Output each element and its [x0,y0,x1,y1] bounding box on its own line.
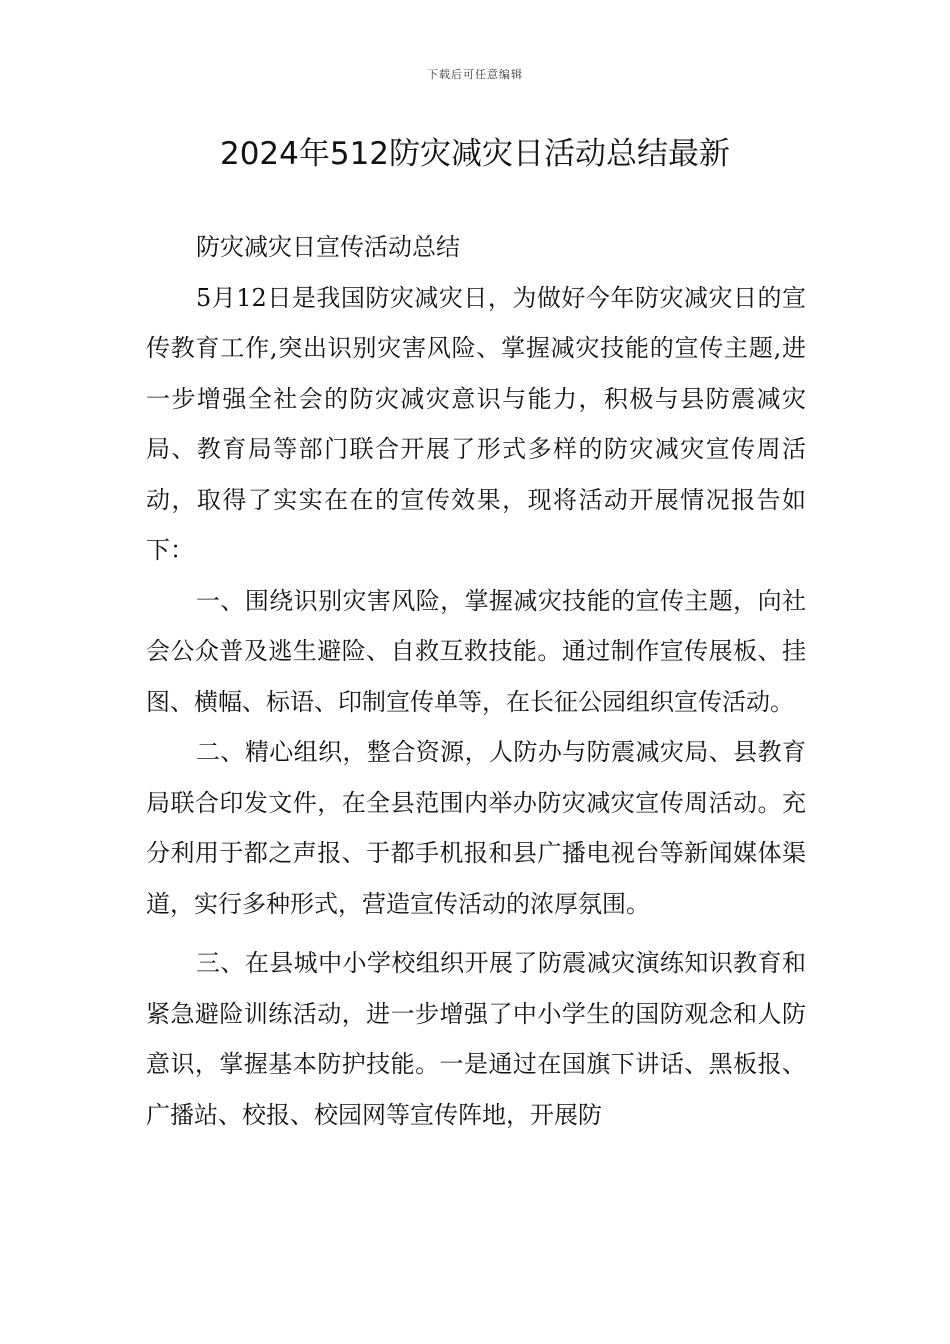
document-title: 2024年512防灾减灾日活动总结最新 [219,136,731,172]
header-note: 下载后可任意编辑 [427,68,523,81]
paragraph-section-1: 一、围绕识别灾害风险，掌握减灾技能的宣传主题，向社会公众普及逃生避险、自救互救技能。通过制作宣传展板、挂图、横幅、标语、印制宣传单等，在长征公园组织宣传活动。 [146,586,806,716]
paragraph-section-3: 三、在县城中小学校组织开展了防震减灾演练知识教育和紧急避险训练活动，进一步增强了中小学生的国防观念和人防意识，掌握基本防护技能。一是通过在国旗下讲话、黑板报、广播站、校报、校园网等宣传阵地，开展防 [146,949,806,1129]
paragraph-intro: 5月12日是我国防灾减灾日，为做好今年防灾减灾日的宣传教育工作,突出识别灾害风险、掌握减灾技能的宣传主题,进一步增强全社会的防灾减灾意识与能力，积极与县防震减灾局、教育局等部门联合开展了形式多样的防灾减灾宣传周活动，取得了实实在在的宣传效果，现将活动开展情况报告如下： [146,283,806,564]
document-body [146,222,806,1140]
paragraph-section-2: 二、精心组织，整合资源，人防办与防震减灾局、县教育局联合印发文件，在全县范围内举办防灾减灾宣传周活动。充分利用于都之声报、于都手机报和县广播电视台等新闻媒体渠道，实行多种形式，营造宣传活动的浓厚氛围。 [146,738,806,918]
paragraph-subtitle: 防灾减灾日宣传活动总结 [196,233,460,261]
